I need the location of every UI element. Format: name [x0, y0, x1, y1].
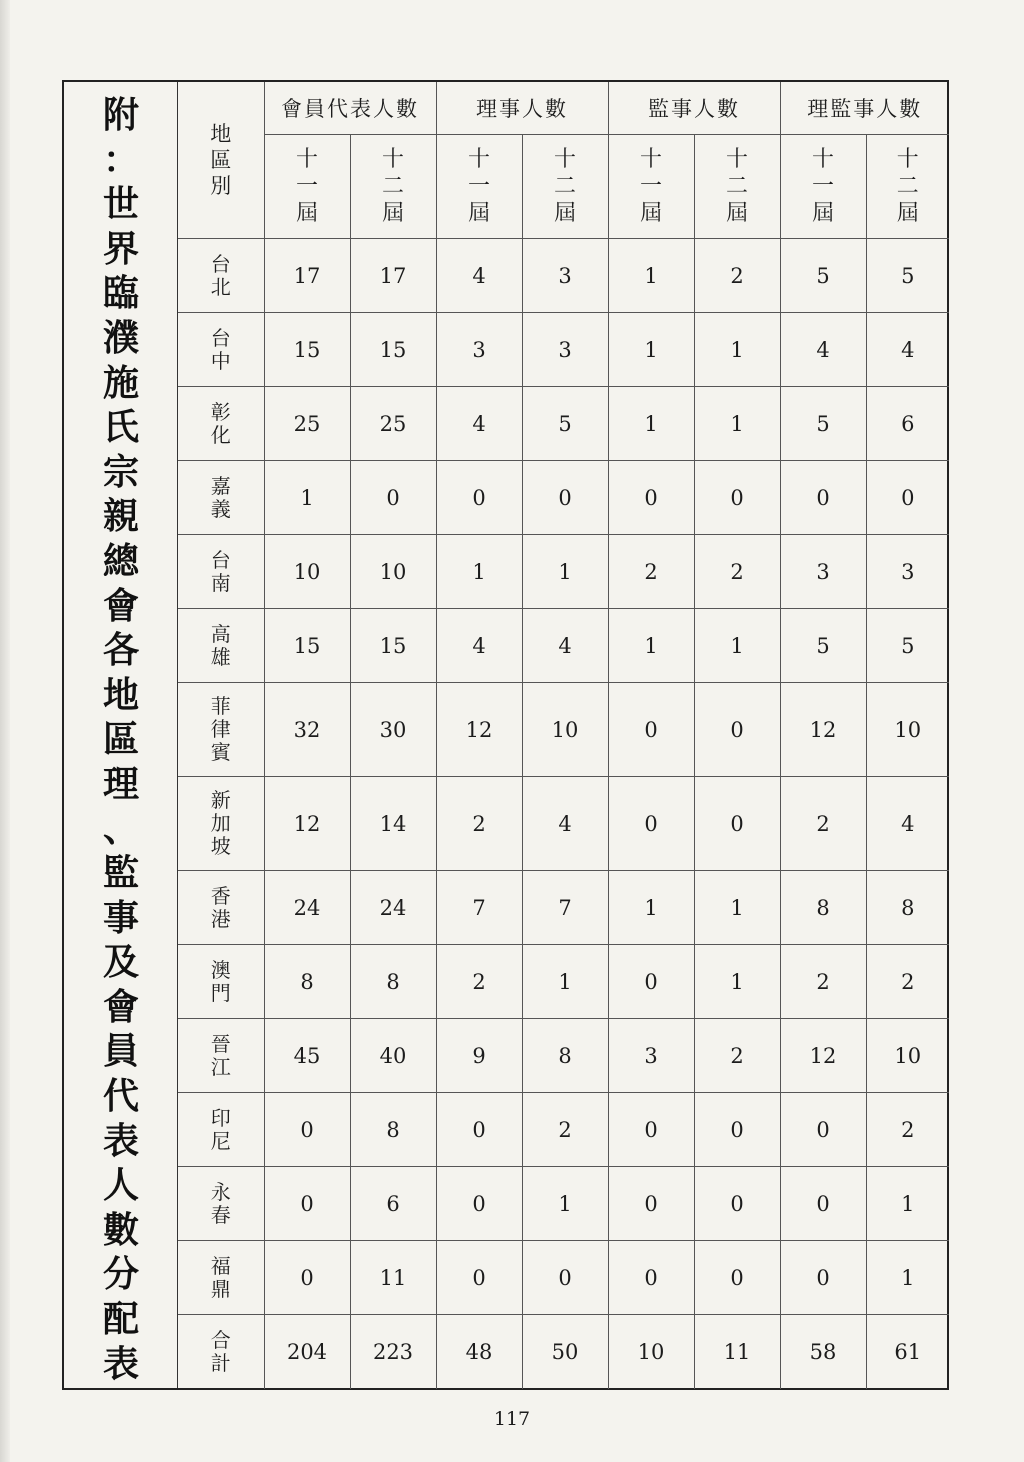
value-cell: 2: [436, 777, 522, 871]
value-cell: 0: [780, 1241, 866, 1315]
value-cell: 2: [866, 1093, 949, 1167]
region-cell: [178, 1241, 264, 1315]
region-cell: [178, 945, 264, 1019]
region-cell: [178, 1315, 264, 1389]
value-cell: 8: [522, 1019, 608, 1093]
value-cell: 2: [780, 777, 866, 871]
value-cell: 3: [608, 1019, 694, 1093]
title-char: 理: [102, 763, 139, 805]
title-char: 區: [102, 719, 139, 761]
value-cell: 40: [350, 1019, 436, 1093]
title-char: 數: [102, 1209, 139, 1251]
value-cell: 58: [780, 1315, 866, 1389]
table-row: [178, 871, 949, 945]
value-cell: 10: [866, 1019, 949, 1093]
value-cell: 3: [522, 313, 608, 387]
value-cell: 0: [780, 1093, 866, 1167]
region-name: 永 春: [210, 1179, 231, 1227]
term-header-twelfth: [522, 135, 608, 239]
region-cell: [178, 1019, 264, 1093]
region-cell: [178, 683, 264, 777]
title-char: 人: [102, 1165, 139, 1207]
group-header-directors-supervisors: 理監事人數: [780, 82, 949, 135]
title-char: 附: [102, 95, 139, 136]
value-cell: 1: [436, 535, 522, 609]
title-char: 、: [102, 808, 139, 850]
title-char: 臨: [102, 273, 139, 315]
region-name: 晉 江: [210, 1031, 231, 1079]
value-cell: 0: [436, 461, 522, 535]
value-cell: 0: [436, 1093, 522, 1167]
region-cell: [178, 777, 264, 871]
value-cell: 1: [522, 1167, 608, 1241]
table-row: [178, 1167, 949, 1241]
region-name: 台 中: [210, 325, 231, 373]
value-cell: 1: [264, 461, 350, 535]
value-cell: 3: [780, 535, 866, 609]
term-header-twelfth: [866, 135, 949, 239]
value-cell: 17: [264, 239, 350, 313]
region-cell: [178, 461, 264, 535]
table-row: [178, 609, 949, 683]
value-cell: 8: [350, 1093, 436, 1167]
title-char: 事: [102, 897, 139, 939]
title-char: 會: [102, 585, 139, 627]
value-cell: 0: [694, 1093, 780, 1167]
value-cell: 0: [694, 1167, 780, 1241]
term-label: 十 一 屆: [295, 147, 318, 226]
distribution-table: [178, 82, 949, 1389]
title-char: 代: [102, 1076, 139, 1118]
value-cell: 1: [694, 387, 780, 461]
value-cell: 24: [350, 871, 436, 945]
value-cell: 0: [694, 683, 780, 777]
value-cell: 2: [866, 945, 949, 1019]
value-cell: 32: [264, 683, 350, 777]
value-cell: 4: [780, 313, 866, 387]
value-cell: 0: [780, 461, 866, 535]
table-row: [178, 461, 949, 535]
value-cell: 0: [608, 1167, 694, 1241]
term-label: 十 二 屆: [896, 147, 919, 226]
group-header-directors: 理事人數: [436, 82, 608, 135]
term-header-eleventh: [436, 135, 522, 239]
title-char: 監: [102, 853, 139, 895]
value-cell: 0: [608, 1241, 694, 1315]
value-cell: 3: [436, 313, 522, 387]
value-cell: 9: [436, 1019, 522, 1093]
value-cell: 14: [350, 777, 436, 871]
value-cell: 10: [866, 683, 949, 777]
region-header-char: 地: [210, 122, 232, 146]
table-row: [178, 1315, 949, 1389]
title-char: 配: [102, 1299, 139, 1341]
value-cell: 0: [608, 683, 694, 777]
table-row: [178, 683, 949, 777]
title-char: 及: [102, 942, 139, 984]
value-cell: 5: [866, 609, 949, 683]
value-cell: 4: [866, 777, 949, 871]
value-cell: 0: [264, 1093, 350, 1167]
value-cell: 25: [350, 387, 436, 461]
value-cell: 8: [264, 945, 350, 1019]
value-cell: 4: [866, 313, 949, 387]
region-cell: [178, 387, 264, 461]
value-cell: 15: [350, 313, 436, 387]
value-cell: 1: [608, 313, 694, 387]
value-cell: 24: [264, 871, 350, 945]
value-cell: 223: [350, 1315, 436, 1389]
group-header-representatives: 會員代表人數: [264, 82, 436, 135]
value-cell: 1: [694, 313, 780, 387]
value-cell: 8: [866, 871, 949, 945]
title-char: 表: [102, 1120, 139, 1162]
value-cell: 0: [694, 1241, 780, 1315]
value-cell: 2: [608, 535, 694, 609]
region-name: 彰 化: [210, 399, 231, 447]
table-body: [178, 239, 949, 1389]
value-cell: 4: [522, 777, 608, 871]
value-cell: 4: [436, 387, 522, 461]
group-header-supervisors: 監事人數: [608, 82, 780, 135]
page-number: 117: [493, 1408, 531, 1430]
value-cell: 1: [694, 945, 780, 1019]
table-row: [178, 777, 949, 871]
value-cell: 2: [780, 945, 866, 1019]
table-row: [178, 945, 949, 1019]
value-cell: 2: [694, 239, 780, 313]
region-cell: [178, 609, 264, 683]
region-cell: [178, 535, 264, 609]
value-cell: 8: [350, 945, 436, 1019]
value-cell: 0: [608, 777, 694, 871]
value-cell: 2: [694, 535, 780, 609]
table-row: [178, 1093, 949, 1167]
value-cell: 10: [350, 535, 436, 609]
value-cell: 2: [694, 1019, 780, 1093]
value-cell: 0: [780, 1167, 866, 1241]
region-header-cell: [178, 82, 264, 239]
region-name: 合 計: [210, 1327, 231, 1375]
value-cell: 3: [522, 239, 608, 313]
value-cell: 4: [436, 609, 522, 683]
value-cell: 1: [608, 609, 694, 683]
region-name: 香 港: [210, 883, 231, 931]
term-label: 十 二 屆: [381, 147, 404, 226]
value-cell: 5: [780, 609, 866, 683]
region-cell: [178, 313, 264, 387]
value-cell: 1: [866, 1167, 949, 1241]
title-char: 濮: [102, 317, 139, 359]
value-cell: 0: [608, 945, 694, 1019]
region-header: [178, 121, 264, 199]
term-label: 十 一 屆: [467, 147, 490, 226]
title-char: 員: [102, 1031, 139, 1073]
value-cell: 5: [780, 387, 866, 461]
value-cell: 6: [866, 387, 949, 461]
title-column: [64, 82, 178, 1388]
value-cell: 1: [694, 871, 780, 945]
value-cell: 0: [694, 461, 780, 535]
region-cell: [178, 871, 264, 945]
region-name: 台 南: [210, 547, 231, 595]
value-cell: 6: [350, 1167, 436, 1241]
value-cell: 1: [608, 871, 694, 945]
region-name: 福 鼎: [210, 1253, 231, 1301]
value-cell: 1: [522, 535, 608, 609]
term-label: 十 一 屆: [811, 147, 834, 226]
term-header-row: [178, 135, 949, 239]
table-row: [178, 387, 949, 461]
value-cell: 12: [780, 1019, 866, 1093]
value-cell: 11: [694, 1315, 780, 1389]
region-name: 新 加 坡: [210, 788, 231, 858]
table-frame: [62, 80, 949, 1390]
region-header-char: 別: [210, 174, 232, 198]
value-cell: 10: [264, 535, 350, 609]
value-cell: 0: [608, 1093, 694, 1167]
term-header-eleventh: [264, 135, 350, 239]
value-cell: 48: [436, 1315, 522, 1389]
value-cell: 1: [608, 387, 694, 461]
value-cell: 12: [436, 683, 522, 777]
title-char: 界: [102, 228, 139, 270]
value-cell: 7: [522, 871, 608, 945]
title-char: 宗: [102, 451, 139, 493]
value-cell: 25: [264, 387, 350, 461]
value-cell: 50: [522, 1315, 608, 1389]
title-char: ：: [102, 139, 139, 181]
value-cell: 17: [350, 239, 436, 313]
term-header-twelfth: [350, 135, 436, 239]
value-cell: 4: [436, 239, 522, 313]
table-row: [178, 535, 949, 609]
value-cell: 0: [522, 1241, 608, 1315]
page-edge-shadow: [0, 0, 10, 1462]
term-header-eleventh: [780, 135, 866, 239]
value-cell: 5: [866, 239, 949, 313]
term-header-eleventh: [608, 135, 694, 239]
region-name: 高 雄: [210, 621, 231, 669]
value-cell: 30: [350, 683, 436, 777]
title-char: 地: [102, 674, 139, 716]
value-cell: 5: [780, 239, 866, 313]
title-char: 表: [102, 1343, 139, 1385]
term-header-twelfth: [694, 135, 780, 239]
value-cell: 10: [522, 683, 608, 777]
value-cell: 10: [608, 1315, 694, 1389]
value-cell: 7: [436, 871, 522, 945]
title-char: 各: [102, 630, 139, 672]
value-cell: 11: [350, 1241, 436, 1315]
table-row: [178, 1019, 949, 1093]
value-cell: 0: [436, 1167, 522, 1241]
region-cell: [178, 1167, 264, 1241]
value-cell: 1: [608, 239, 694, 313]
title-char: 施: [102, 362, 139, 404]
region-name: 澳 門: [210, 957, 231, 1005]
value-cell: 15: [264, 313, 350, 387]
value-cell: 15: [350, 609, 436, 683]
value-cell: 0: [694, 777, 780, 871]
value-cell: 0: [264, 1167, 350, 1241]
value-cell: 1: [522, 945, 608, 1019]
value-cell: 1: [866, 1241, 949, 1315]
title-char: 氏: [102, 407, 139, 449]
region-name: 嘉 義: [210, 473, 231, 521]
title-char: 分: [102, 1254, 139, 1296]
value-cell: 3: [866, 535, 949, 609]
region-cell: [178, 1093, 264, 1167]
value-cell: 0: [436, 1241, 522, 1315]
value-cell: 1: [694, 609, 780, 683]
value-cell: 0: [866, 461, 949, 535]
value-cell: 0: [350, 461, 436, 535]
table-row: [178, 239, 949, 313]
page-title: [64, 94, 178, 1387]
title-char: 總: [102, 540, 139, 582]
title-char: 會: [102, 986, 139, 1028]
region-name: 印 尼: [210, 1105, 231, 1153]
value-cell: 5: [522, 387, 608, 461]
term-label: 十 二 屆: [553, 147, 576, 226]
value-cell: 15: [264, 609, 350, 683]
value-cell: 204: [264, 1315, 350, 1389]
region-name: 台 北: [210, 251, 231, 299]
term-label: 十 一 屆: [639, 147, 662, 226]
value-cell: 12: [264, 777, 350, 871]
region-cell: [178, 239, 264, 313]
value-cell: 0: [264, 1241, 350, 1315]
term-label: 十 二 屆: [725, 147, 748, 226]
table-row: [178, 1241, 949, 1315]
title-char: 世: [102, 184, 139, 226]
value-cell: 0: [522, 461, 608, 535]
value-cell: 45: [264, 1019, 350, 1093]
region-name: 菲 律 賓: [210, 694, 231, 764]
table-row: [178, 313, 949, 387]
value-cell: 61: [866, 1315, 949, 1389]
value-cell: 12: [780, 683, 866, 777]
value-cell: 2: [436, 945, 522, 1019]
title-char: 親: [102, 496, 139, 538]
value-cell: 0: [608, 461, 694, 535]
region-header-char: 區: [210, 148, 232, 172]
value-cell: 4: [522, 609, 608, 683]
value-cell: 8: [780, 871, 866, 945]
value-cell: 2: [522, 1093, 608, 1167]
